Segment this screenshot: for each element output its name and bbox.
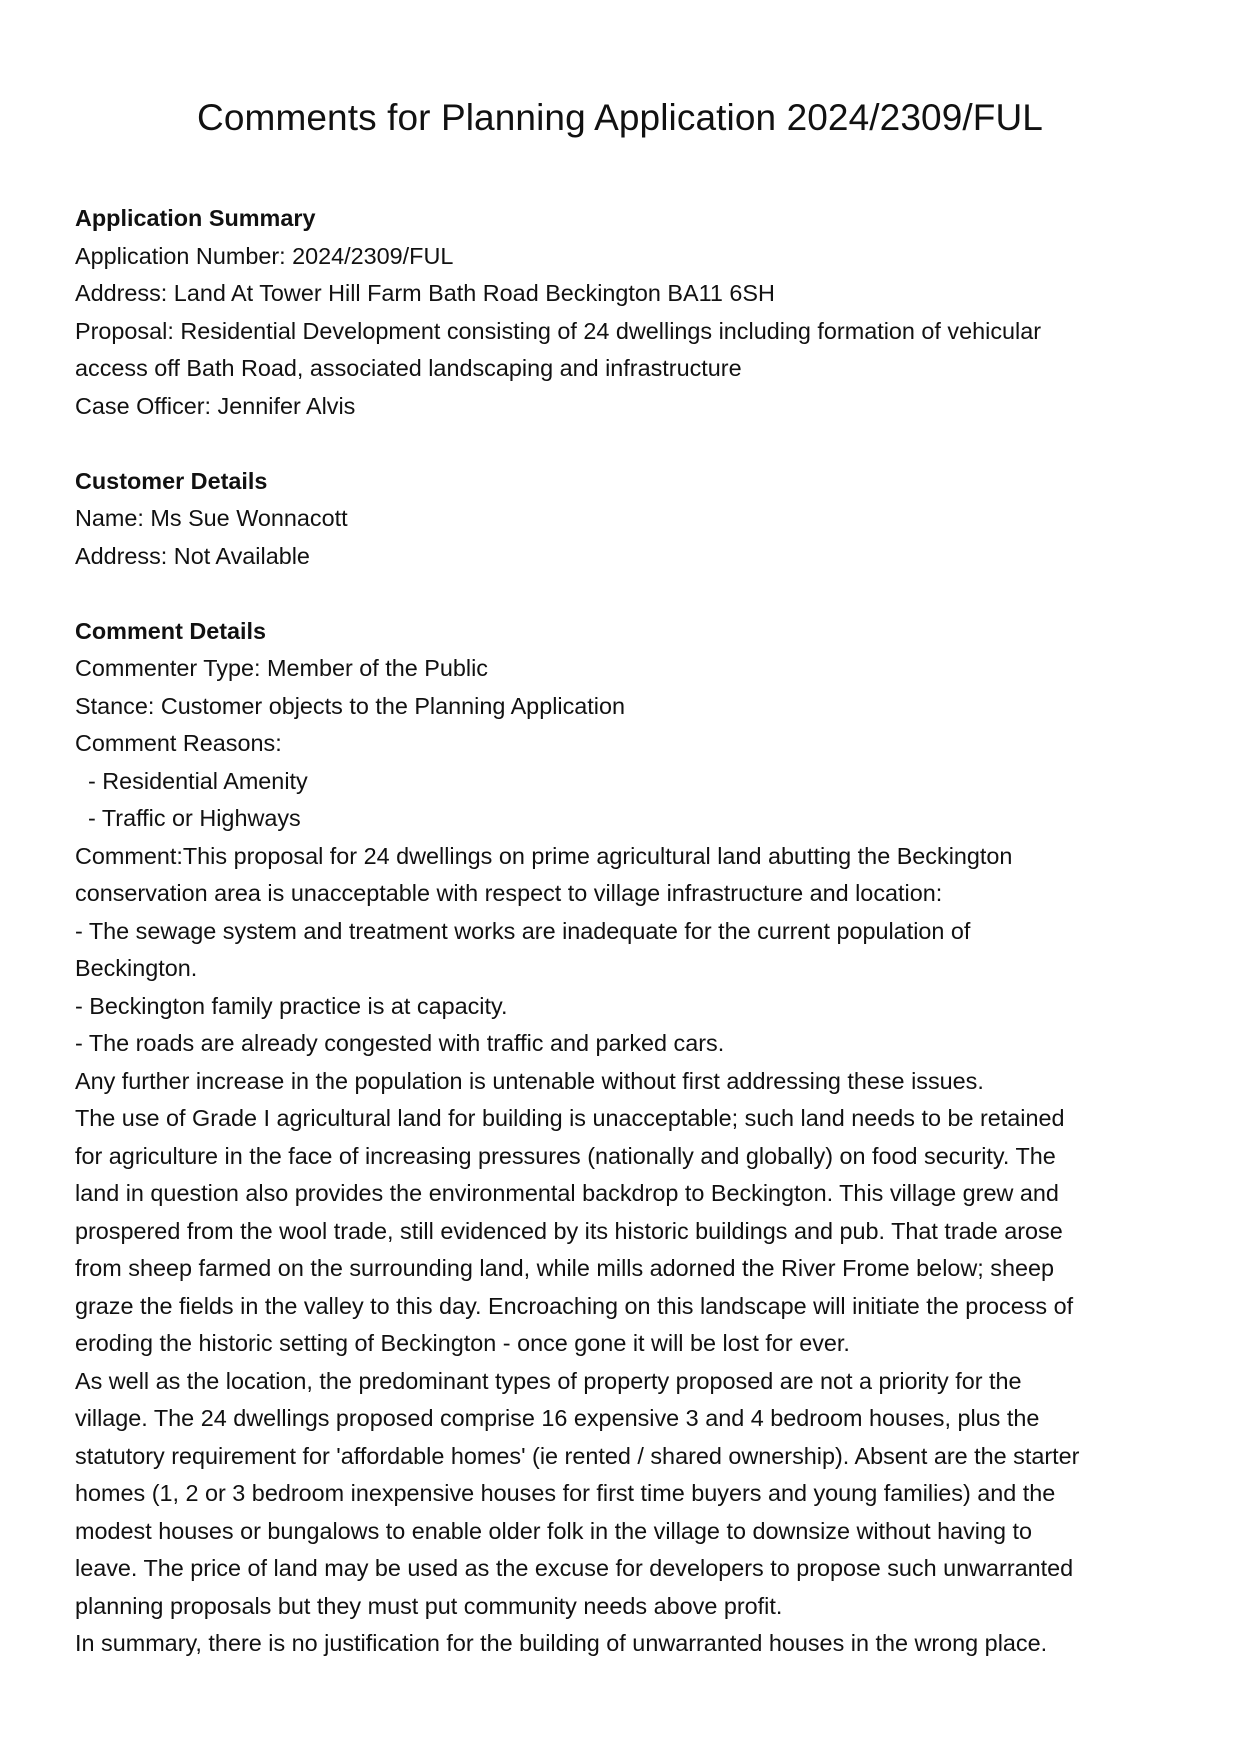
page-title: Comments for Planning Application 2024/2309/FUL (197, 97, 1043, 138)
comment-line: land in question also provides the environmental backdrop to Beckington. This village grew and (75, 1180, 1059, 1206)
document-body (75, 200, 1175, 1663)
application-summary-section (75, 200, 1175, 425)
comment-line: from sheep farmed on the surrounding land, while mills adorned the River Frome below; sheep (75, 1255, 1055, 1281)
comment-text (75, 838, 1175, 1663)
comment-line: Any further increase in the population is untenable without first addressing these issues. (75, 1067, 984, 1094)
comment-line: The use of Grade I agricultural land for building is unacceptable; such land needs to be retained (75, 1105, 1065, 1131)
comment-line: conservation area is unacceptable with respect to village infrastructure and location: (75, 880, 943, 906)
comment-reasons-label: Comment Reasons: (75, 730, 282, 756)
comment-line: village. The 24 dwellings proposed comprise 16 expensive 3 and 4 bedroom houses, plus the (75, 1405, 1040, 1431)
application-number: Application Number: 2024/2309/FUL (75, 242, 454, 269)
comment-line: As well as the location, the predominant types of property proposed are not a priority for the (75, 1367, 1022, 1394)
comment-details-section (75, 613, 1175, 1663)
comment-line: for agriculture in the face of increasing pressures (nationally and globally) on food security. The (75, 1142, 1056, 1169)
stance: Stance: Customer objects to the Planning Application (75, 692, 626, 719)
comment-reason-item: - Traffic or Highways (75, 805, 301, 831)
application-address: Address: Land At Tower Hill Farm Bath Road Beckington BA11 6SH (75, 280, 775, 306)
comment-line: planning proposals but they must put community needs above profit. (75, 1592, 783, 1619)
comment-line: - The roads are already congested with traffic and parked cars. (75, 1030, 725, 1056)
customer-details-section (75, 463, 1175, 576)
section-gap (75, 575, 1175, 613)
comment-details-heading: Comment Details (75, 617, 267, 644)
proposal-line: access off Bath Road, associated landscaping and infrastructure (75, 355, 742, 381)
comment-line: - The sewage system and treatment works are inadequate for the current population of (75, 917, 971, 944)
case-officer: Case Officer: Jennifer Alvis (75, 392, 356, 419)
comment-line: eroding the historic setting of Beckington - once gone it will be lost for ever. (75, 1330, 850, 1356)
customer-address: Address: Not Available (75, 542, 310, 569)
comment-line: leave. The price of land may be used as the excuse for developers to propose such unwarranted (75, 1555, 1074, 1581)
application-summary-heading: Application Summary (75, 205, 316, 231)
customer-name: Name: Ms Sue Wonnacott (75, 505, 348, 531)
commenter-type: Commenter Type: Member of the Public (75, 655, 488, 681)
comment-line: - Beckington family practice is at capacity. (75, 992, 508, 1019)
customer-details-heading: Customer Details (75, 467, 268, 494)
section-gap (75, 425, 1175, 463)
comment-line: graze the fields in the valley to this day. Encroaching on this landscape will initiate the process of (75, 1292, 1074, 1319)
comment-line: prospered from the wool trade, still evidenced by its historic buildings and pub. That trade arose (75, 1217, 1063, 1244)
comment-line: modest houses or bungalows to enable older folk in the village to downsize without having to (75, 1517, 1033, 1544)
comment-line: statutory requirement for 'affordable homes' (ie rented / shared ownership). Absent are the starter (75, 1442, 1080, 1469)
comment-line: In summary, there is no justification for the building of unwarranted houses in the wrong place. (75, 1630, 1048, 1656)
comment-line: homes (1, 2 or 3 bedroom inexpensive houses for first time buyers and young families) and the (75, 1480, 1056, 1506)
comment-reason-item: - Residential Amenity (75, 767, 308, 794)
comment-line: Comment:This proposal for 24 dwellings on prime agricultural land abutting the Beckington (75, 842, 1013, 869)
comment-line: Beckington. (75, 955, 198, 981)
proposal-line: Proposal: Residential Development consisting of 24 dwellings including formation of vehicular (75, 317, 1042, 344)
